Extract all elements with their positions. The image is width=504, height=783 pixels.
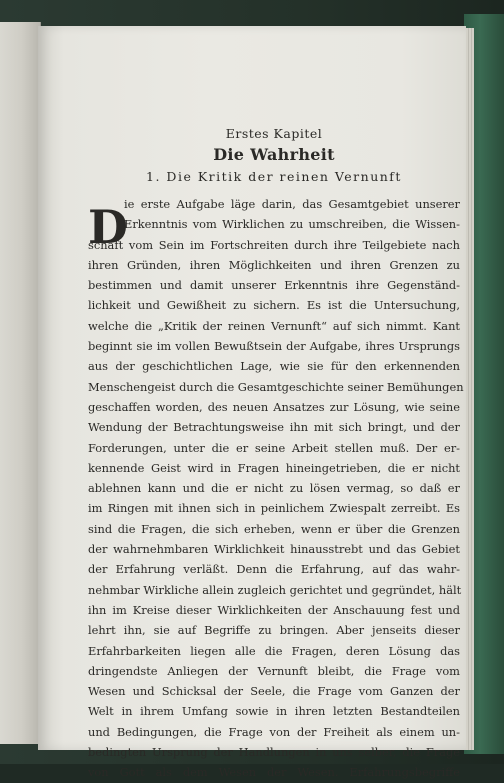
text-line: im Ringen mit ihnen sich in peinlichem Zwiespalt zerreibt. Es <box>88 501 460 516</box>
text-line: aus der geschichtlichen Lage, wie sie für den erkennenden <box>88 359 460 374</box>
left-page-edge <box>0 22 41 744</box>
text-line: beginnt sie im vollen Bewußtsein der Aufgabe, ihres Ursprungs <box>88 339 460 354</box>
text-line: Welt in ihrem Umfang sowie in ihren letzten Bestandteilen <box>88 704 460 719</box>
text-line: Forderungen, unter die er seine Arbeit stellen muß. Der er- <box>88 440 460 455</box>
page-content <box>88 126 464 783</box>
text-line: und Bedingungen, die Frage von der Freiheit als einem un- <box>88 724 460 739</box>
text-line: Wesen und Schicksal der Seele, die Frage vom Ganzen der <box>88 684 460 699</box>
text-line: welche die „Kritik der reinen Vernunft“ auf sich nimmt. Kant <box>88 318 460 333</box>
text-line: von Gott als dem Wesen der Wesen. Erfahrungsbegriffe <box>88 765 460 780</box>
text-line: Erkenntnis vom Wirklichen zu umschreiben, die Wissen- <box>124 217 460 232</box>
text-line: schaft vom Sein im Fortschreiten durch ihre Teilgebiete nach <box>88 237 460 252</box>
text-line: der Erfahrung verläßt. Denn die Erfahrung, auf das wahr- <box>88 562 460 577</box>
text-line: Wendung der Betrachtungsweise ihn mit sich bringt, und der <box>88 420 460 435</box>
text-line: ihn im Kreise dieser Wirklichkeiten der Anschauung fest und <box>88 602 460 617</box>
text-line: Menschengeist durch die Gesamtgeschichte seiner Bemühungen <box>88 379 464 394</box>
text-line: ihren Gründen, ihren Möglichkeiten und ihren Grenzen zu <box>88 257 460 272</box>
section-heading: 1. Die Kritik der reinen Vernunft <box>146 169 402 184</box>
text-line: kennende Geist wird in Fragen hineingetrieben, die er nicht <box>88 460 460 475</box>
text-line: ie erste Aufgabe läge darin, das Gesamtgebiet unserer <box>124 197 460 211</box>
text-line: Erfahrbarkeiten liegen alle die Fragen, deren Lösung das <box>88 643 460 658</box>
text-line: bedingten Ursprung der Handlungen in uns selber, die Frage <box>88 745 460 760</box>
text-line: sind die Fragen, die sich erheben, wenn er über die Grenzen <box>88 521 460 536</box>
text-line: lehrt ihn, sie auf Begriffe zu bringen. Aber jenseits dieser <box>88 623 460 638</box>
chapter-heading: Erstes Kapitel <box>225 126 323 141</box>
text-line: dringendste Anliegen der Vernunft bleibt, die Frage vom <box>88 663 460 678</box>
text-line: lichkeit und Gewißheit zu sichern. Es ist die Untersuchung, <box>88 298 460 313</box>
text-line: bestimmen und damit unserer Erkenntnis ihre Gegenständ- <box>88 278 460 293</box>
chapter-title: Die Wahrheit <box>213 145 335 164</box>
body-text <box>88 194 464 783</box>
drop-cap: D <box>88 200 128 254</box>
text-line: geschaffen worden, des neuen Ansatzes zur Lösung, wie seine <box>88 399 460 414</box>
text-line: ablehnen kann und die er nicht zu lösen vermag, so daß er <box>88 481 460 496</box>
text-line: der wahrnehmbaren Wirklichkeit hinausstrebt und das Gebiet <box>88 542 460 557</box>
book-page <box>38 26 466 780</box>
text-line: nehmbar Wirkliche allein zugleich gerichtet und gegründet, hält <box>88 582 462 597</box>
